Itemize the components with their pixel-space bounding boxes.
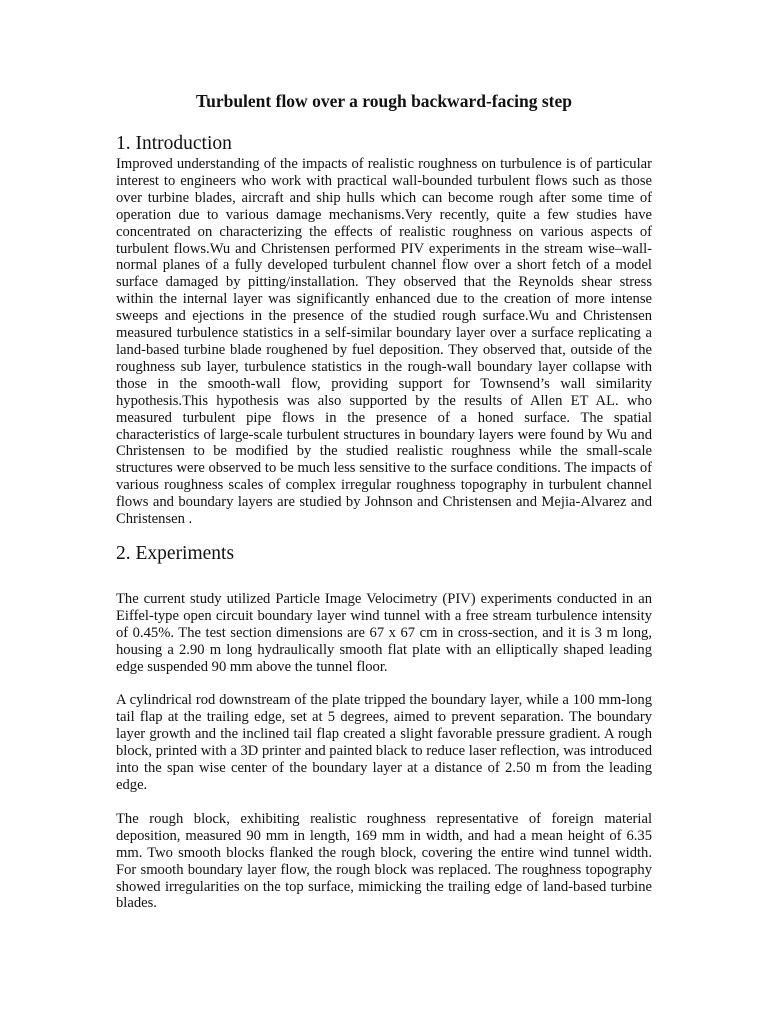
document-title: Turbulent flow over a rough backward-facing step <box>196 91 572 111</box>
section-heading-experiments: 2. Experiments <box>116 542 235 564</box>
section-spacer <box>116 565 652 591</box>
experiments-paragraph-1: The current study utilized Particle Image Velocimetry (PIV) experiments conducted in an Eiffel-type open circuit boundary layer wind tunnel with a free stream turbulence intensity of 0.45%. The test section dimensions are 67 x 67 cm in cross-section, and it is 3 m long, housing a 2.90 m long hydraulically smooth flat plate with an elliptically shaped leading edge suspended 90 mm above the tunnel floor. <box>116 590 652 675</box>
introduction-paragraph: Improved understanding of the impacts of realistic roughness on turbulence is of particular interest to engineers who work with practical wall-bounded turbulent flows such as those over turbine blades, aircraft and ship hulls which can become rough after some time of operation due to various damage mechanisms.Very recently, quite a few studies have concentrated on characterizing the effects of realistic roughness on various aspects of turbulent flows.Wu and Christensen performed PIV experiments in the stream wise–wall-normal planes of a fully developed turbulent channel flow over a short fetch of a model surface damaged by pitting/installation. They observed that the Reynolds shear stress within the internal layer was significantly enhanced due to the creation of more intense sweeps and ejections in the presence of the studied rough surface.Wu and Christensen measured turbulence statistics in a self-similar boundary layer over a surface replicating a land-based turbine blade roughened by fuel deposition. They observed that, outside of the roughness sub layer, turbulence statistics in the rough-wall boundary layer collapse with those in the smooth-wall flow, providing support for Townsend’s wall similarity hypothesis.This hypothesis was also supported by the results of Allen ET AL. who measured turbulent pipe flows in the presence of a honed surface. The spatial characteristics of large-scale turbulent structures in boundary layers were found by Wu and Christensen to be modified by the studied realistic roughness while the small-scale structures were observed to be much less sensitive to the surface conditions. The impacts of various roughness scales of complex irregular roughness topography in turbulent channel flows and boundary layers are studied by Johnson and Christensen and Mejia-Alvarez and Christensen . <box>116 156 652 528</box>
section-heading-introduction: 1. Introduction <box>116 133 232 154</box>
experiments-paragraph-2: A cylindrical rod downstream of the plate tripped the boundary layer, while a 100 mm-long tail flap at the trailing edge, set at 5 degrees, aimed to prevent separation. The boundary layer growth and the inclined tail flap created a slight favorable pressure gradient. A rough block, printed with a 3D printer and painted black to reduce laser reflection, was introduced into the span wise center of the boundary layer at a distance of 2.50 m from the leading edge. <box>116 692 652 793</box>
experiments-paragraph-3: The rough block, exhibiting realistic roughness representative of foreign material deposition, measured 90 mm in length, 169 mm in width, and had a mean height of 6.35 mm. Two smooth blocks flanked the rough block, covering the entire wind tunnel width. For smooth boundary layer flow, the rough block was replaced. The roughness topography showed irregularities on the top surface, mimicking the trailing edge of land-based turbine blades. <box>116 810 652 912</box>
document-page <box>116 90 652 929</box>
